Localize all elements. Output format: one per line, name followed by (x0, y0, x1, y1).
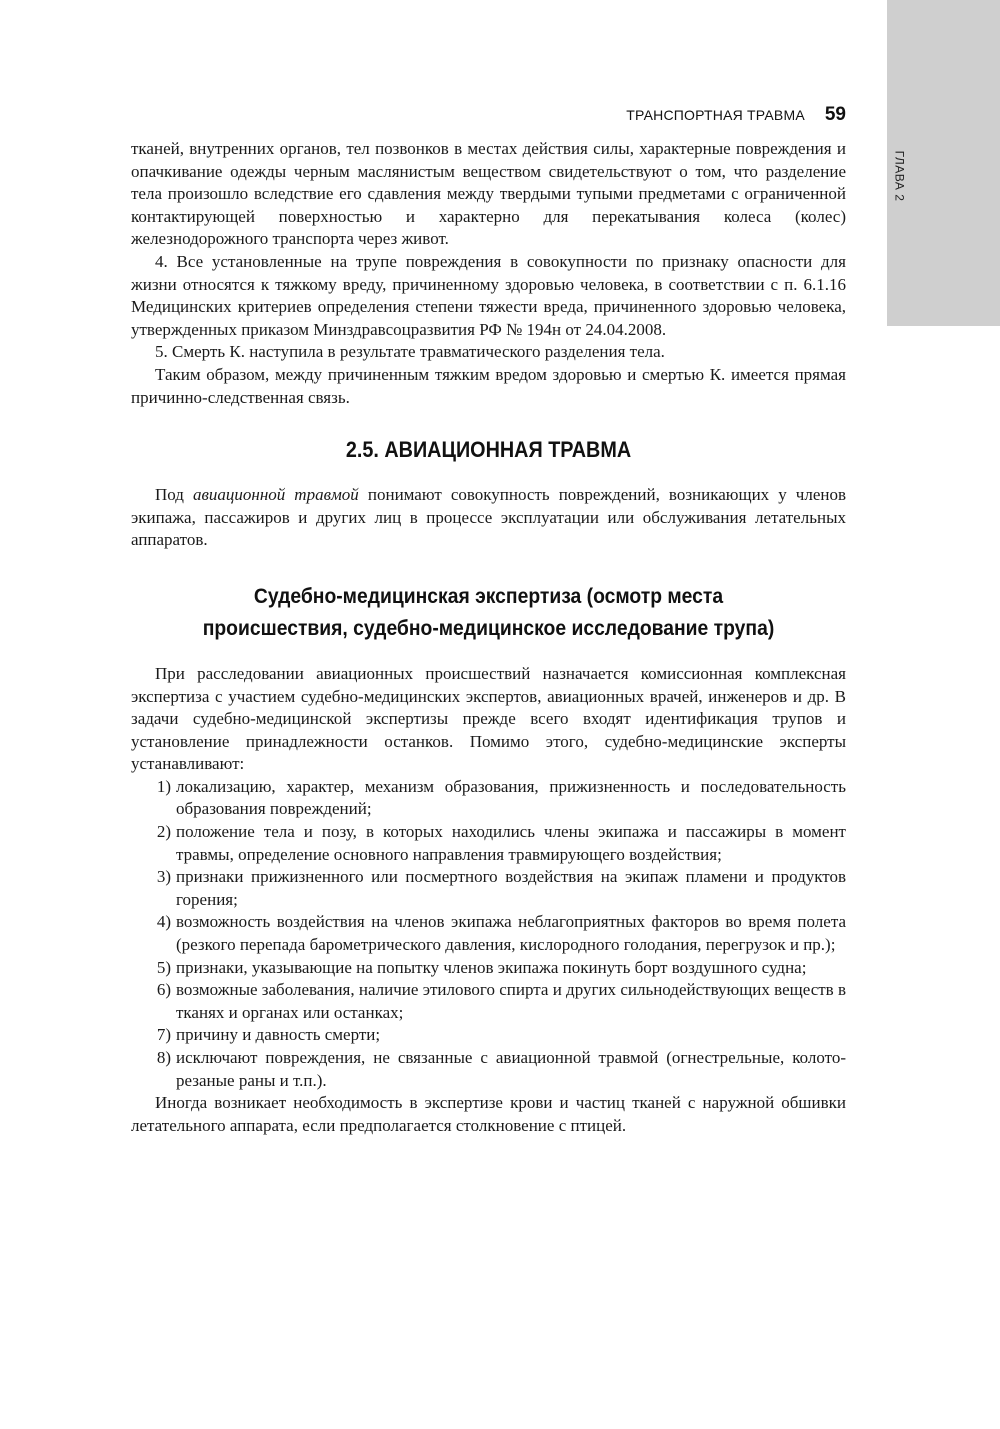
list-item (131, 979, 846, 1024)
chapter-tab-label (887, 146, 911, 206)
subsection-title-line-2: происшествия, судебно-медицинское исследование трупа) (202, 616, 775, 640)
list-item (131, 1024, 846, 1047)
list-item-text: исключают повреждения, не связанные с авиационной травмой (огнестрельные, колото-резаные раны и т.п.). (176, 1048, 846, 1090)
subsection-title-line-1: Судебно-медицинская экспертиза (осмотр места (253, 584, 724, 608)
list-item-number: 7) (156, 1025, 171, 1045)
list-item-text: возможные заболевания, наличие этилового спирта и других сильнодействующих веществ в тканях и органах или останках; (176, 980, 846, 1022)
list-item (131, 866, 846, 911)
list-item-number: 3) (156, 867, 171, 887)
running-head (560, 104, 846, 130)
subsection-title (160, 581, 818, 645)
list-item-text: положение тела и позу, в которых находились члены экипажа и пассажиры в момент травмы, определение основного направления травмирующего воздействия; (176, 822, 846, 864)
list-item-number: 4) (156, 912, 171, 932)
definition-rest: понимают совокупность повреждений, возникающих у членов экипажа, пассажиров и других лиц в процессе эксплуатации или обслуживания летательных аппаратов. (131, 485, 846, 550)
list-item-text: причину и давность смерти; (176, 1025, 381, 1045)
page-content (131, 138, 846, 1137)
list-item-number: 2) (156, 822, 171, 842)
definition-lead: Под (155, 485, 193, 505)
list-item (131, 776, 846, 821)
page-number: 59 (824, 104, 846, 125)
closing-paragraph: Иногда возникает необходимость в экспертизе крови и частиц тканей с наружной обшивки летательного аппарата, если предполагается столкновение с птицей. (131, 1093, 846, 1135)
paragraph-item-5: 5. Смерть К. наступила в результате травматического разделения тела. (155, 342, 665, 362)
list-item-number: 6) (156, 980, 171, 1000)
paragraph-conclusion: Таким образом, между причиненным тяжким вредом здоровью и смертью К. имеется прямая причинно-следственная связь. (131, 364, 846, 407)
list-item-text: признаки прижизненного или посмертного воздействия на экипаж пламени и продуктов горения; (176, 867, 846, 909)
subsection-intro: При расследовании авиационных происшествий назначается комиссионная комплексная экспертиза с участием судебно-медицинских экспертов, авиационных врачей, инженеров и др. В задачи судебно-медицинской экспертизы прежде всего входят идентификация трупов и установление принадлежности останков. Помимо этого, судебно-медицинские эксперты устанавливают: (131, 663, 846, 774)
list-item-text: признаки, указывающие на попытку членов экипажа покинуть борт воздушного судна; (176, 957, 807, 977)
section-title: 2.5. АВИАЦИОННАЯ ТРАВМА (345, 437, 632, 463)
list-item-number: 5) (156, 957, 171, 977)
list-item (131, 957, 846, 980)
list-item (131, 911, 846, 956)
paragraph-continued: тканей, внутренних органов, тел позвонков в местах действия силы, характерные повреждения и опачкивание одежды черным маслянистым веществом свидетельствуют о том, что разделение тела произошло вследствие его сдавления между твердыми тупыми предметами с ограниченной контактирующей поверхностью и характерно для перекатывания колеса (колес) железнодорожного транспорта через живот. (131, 139, 846, 249)
section-definition (131, 484, 846, 552)
list-item-text: возможность воздействия на членов экипажа неблагоприятных факторов во время полета (резкого перепада барометрического давления, кислородного голодания, перегрузок и пр.); (176, 912, 846, 955)
expert-tasks-list (131, 776, 846, 1092)
definition-term: авиационной травмой (193, 485, 359, 505)
running-title: ТРАНСПОРТНАЯ ТРАВМА (626, 107, 805, 123)
list-item (131, 821, 846, 866)
paragraph-item-4: 4. Все установленные на трупе повреждения в совокупности по признаку опасности для жизни относятся к тяжкому вреду, причиненному здоровью человека, в соответствии с п. 6.1.16 Медицинских критериев определения степени тяжести вреда, причиненного здоровью человека, утвержденных приказом Минздравсоцразвития РФ № 194н от 24.04.2008. (131, 251, 846, 339)
list-item (131, 1047, 846, 1092)
list-item-number: 8) (156, 1048, 171, 1067)
chapter-tab-text: ГЛАВА 2 (892, 150, 907, 202)
list-item-number: 1) (156, 776, 171, 796)
list-item-text: локализацию, характер, механизм образования, прижизненность и последовательность образования повреждений; (176, 776, 846, 819)
